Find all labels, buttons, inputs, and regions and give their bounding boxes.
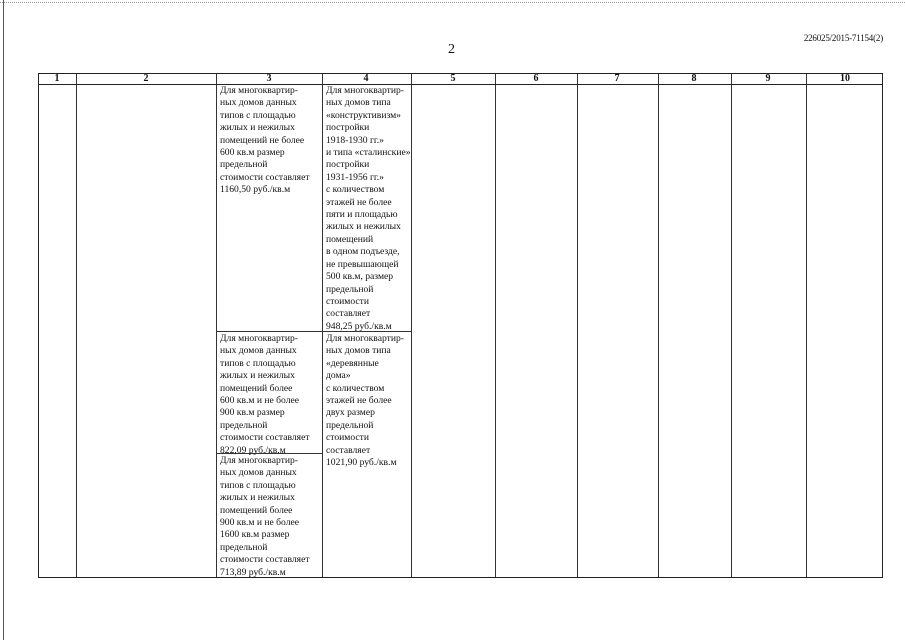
column-divider bbox=[411, 74, 412, 577]
column-number-5: 5 bbox=[450, 73, 456, 84]
column-number-10: 10 bbox=[840, 73, 850, 84]
column-divider bbox=[658, 74, 659, 577]
data-table bbox=[38, 73, 883, 578]
column-number-2: 2 bbox=[143, 73, 149, 84]
column-divider bbox=[216, 74, 217, 577]
cell-col3-row3: Для многоквартир- ных домов данных типов с площадью жилых и нежилых помещений более 900 кв.м и не более 1600 кв.м размер предельной стоимости составляет 713,89 руб./кв.м bbox=[220, 455, 310, 578]
page-left-edge bbox=[3, 0, 4, 640]
column-divider bbox=[577, 74, 578, 577]
column-number-row bbox=[39, 74, 882, 85]
cell-col3-row2: Для многоквартир- ных домов данных типов с площадью жилых и нежилых помещений более 600 кв.м и не более 900 кв.м размер предельной стоимости составляет 822,09 руб./кв.м bbox=[220, 333, 310, 456]
column-number-6: 6 bbox=[533, 73, 539, 84]
cell-col3-row1: Для многоквартир- ных домов данных типов с площадью жилых и нежилых помещений не более 600 кв.м размер предельной стоимости составляет 1160,50 руб./кв.м bbox=[220, 85, 310, 196]
column-number-7: 7 bbox=[614, 73, 620, 84]
column-divider bbox=[495, 74, 496, 577]
column-number-3: 3 bbox=[266, 73, 272, 84]
column-number-9: 9 bbox=[765, 73, 771, 84]
row-divider bbox=[216, 331, 323, 332]
column-divider bbox=[322, 74, 323, 577]
column-divider bbox=[806, 74, 807, 577]
document-id: 226025/2015-71154(2) bbox=[803, 33, 883, 43]
column-number-4: 4 bbox=[363, 73, 369, 84]
page-top-edge bbox=[0, 2, 905, 4]
cell-col4-row1: Для многоквартир- ных домов типа «конструктивизм» постройки 1918-1930 гг.» и типа «сталинские» постройки 1931-1956 гг.» с количеством этажей не более пяти и площадью жилых и нежилых помещений в одном подъезде, не превышающей 500 кв.м, размер предельной стоимости составляет 948,25 руб./кв.м bbox=[326, 85, 411, 332]
column-divider bbox=[731, 74, 732, 577]
page-number: 2 bbox=[448, 42, 455, 57]
column-number-1: 1 bbox=[54, 73, 60, 84]
cell-col4-row2: Для многоквартир- ных домов типа «деревянные дома» с количеством этажей не более двух размер предельной стоимости составляет 1021,90 руб./кв.м bbox=[326, 333, 404, 469]
column-divider bbox=[76, 74, 77, 577]
column-number-8: 8 bbox=[691, 73, 697, 84]
